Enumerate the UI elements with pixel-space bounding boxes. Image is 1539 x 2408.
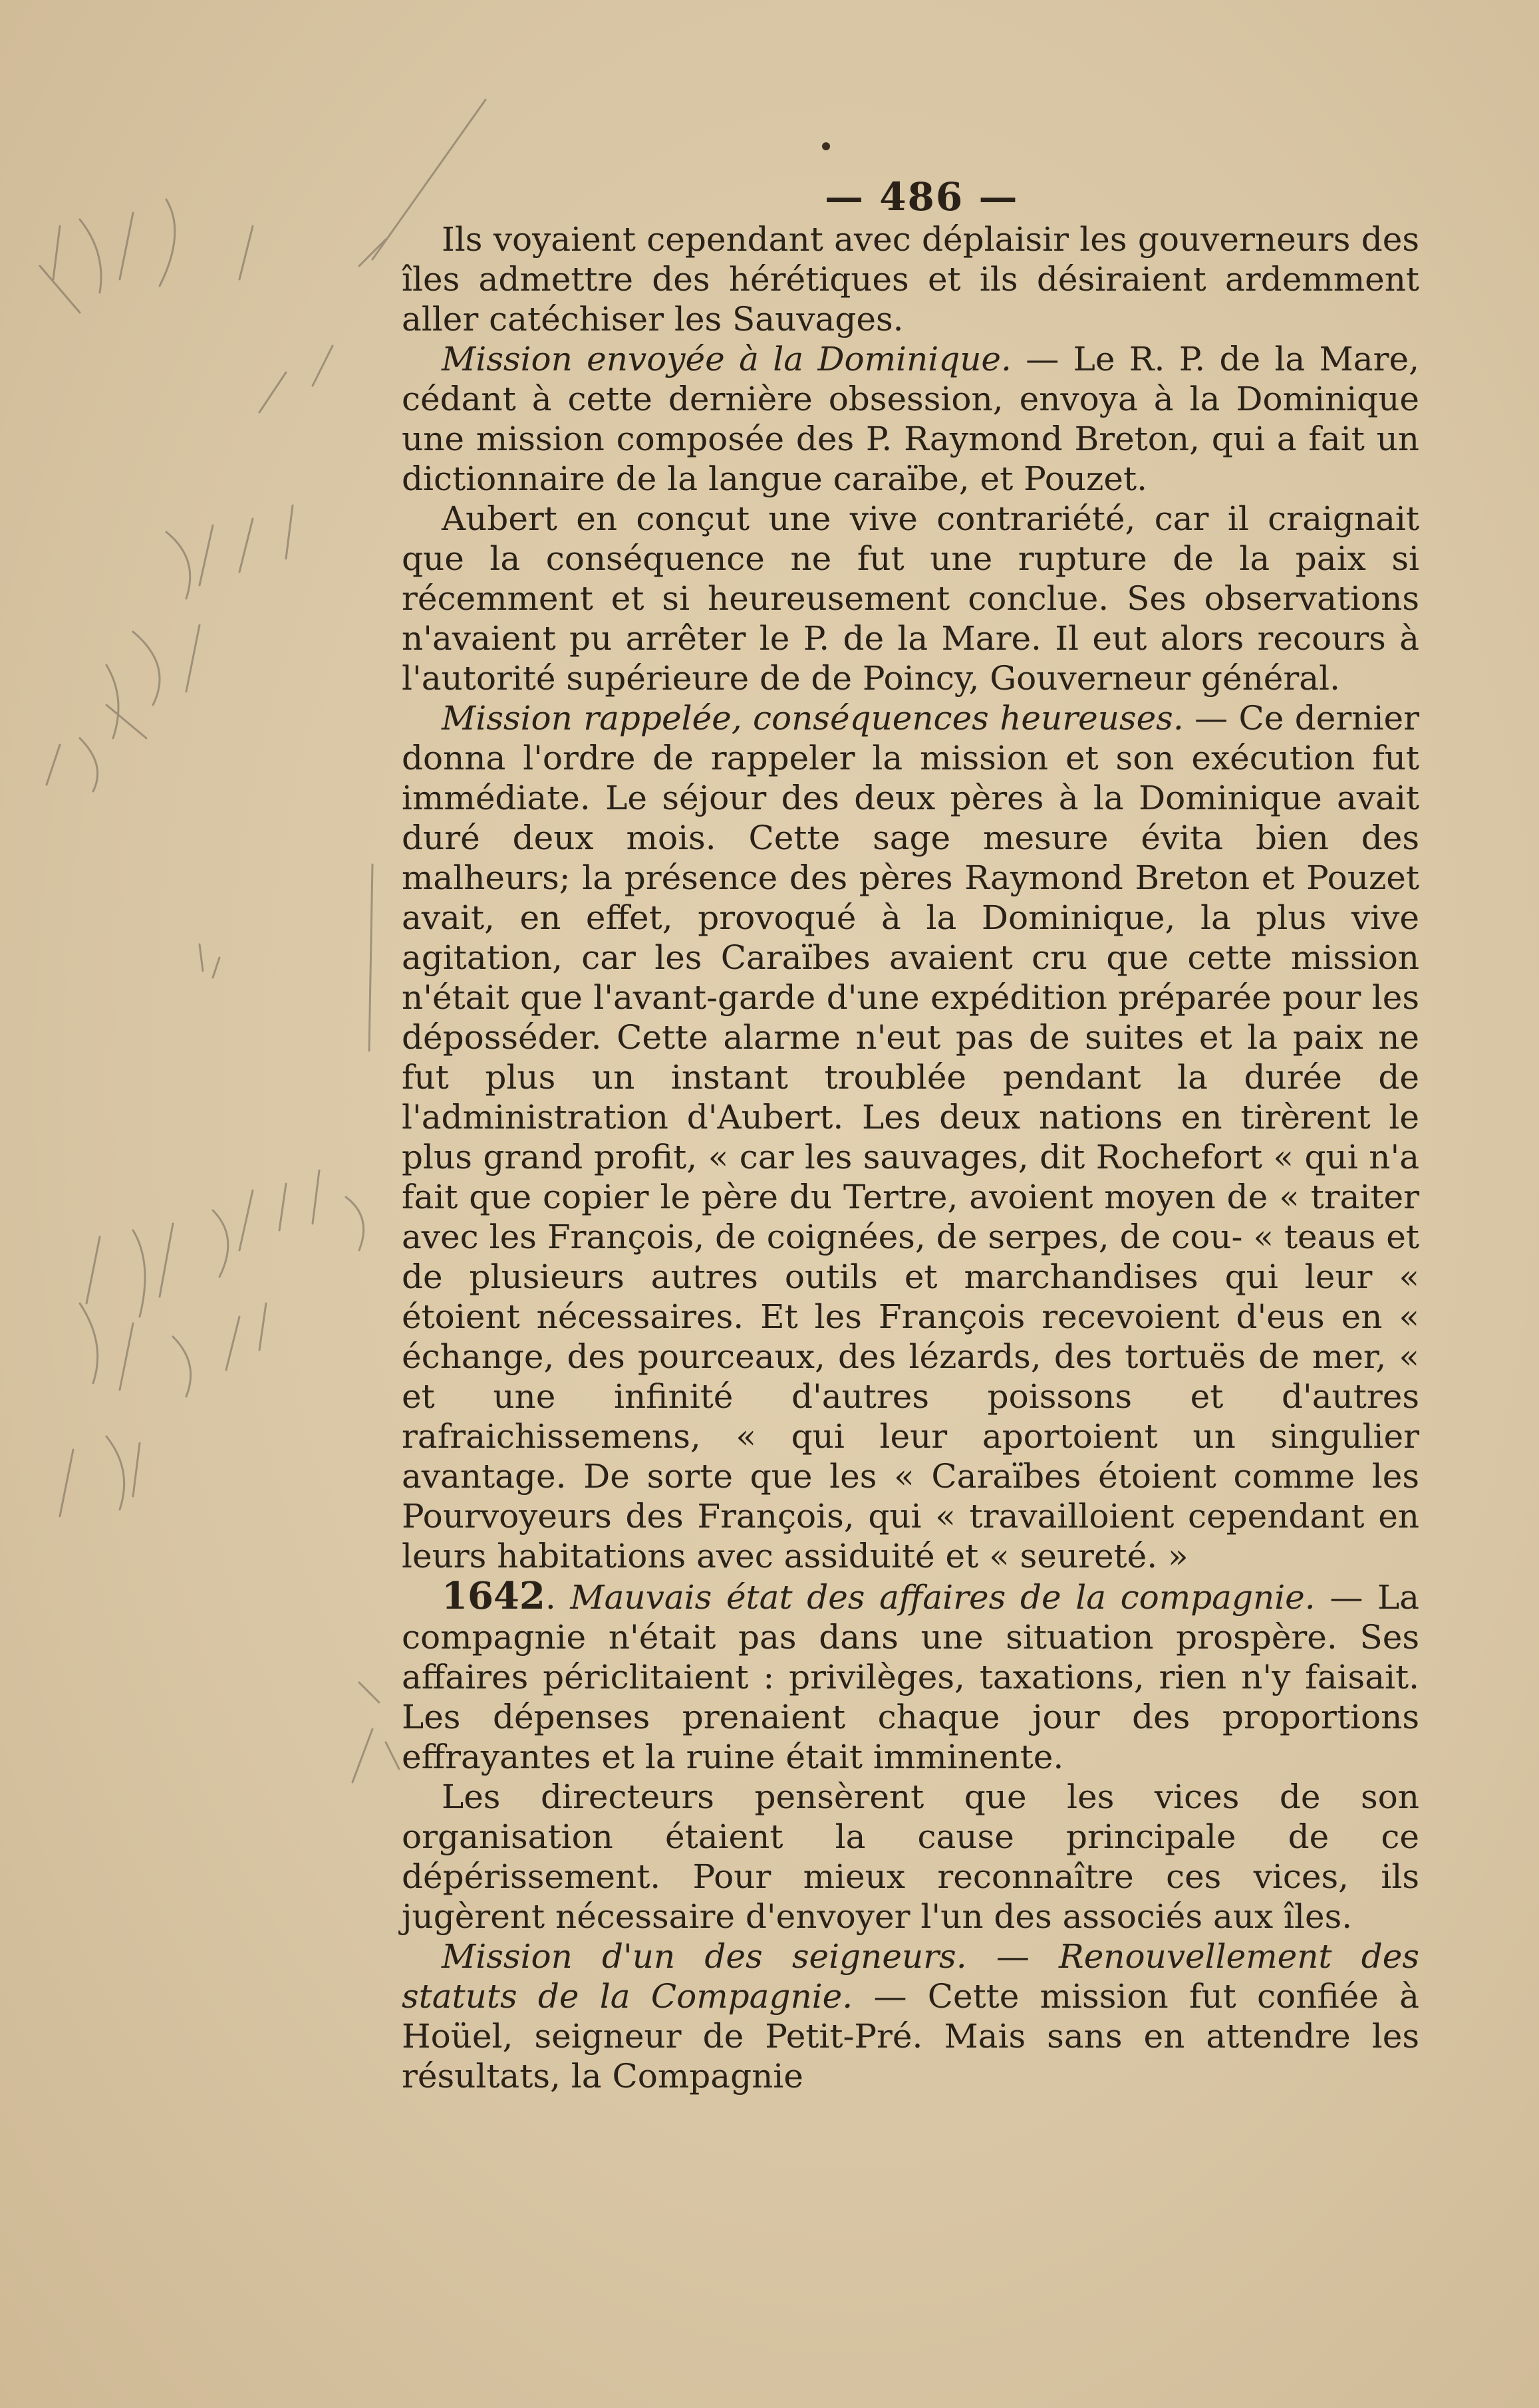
paragraph <box>402 219 1419 339</box>
section-heading: Mission rappelée, conséquences heureuses. <box>442 699 1184 737</box>
section-heading: Mauvais état des affaires de la compagnie. <box>570 1578 1316 1617</box>
text-run: — Cette mission fut confiée à Hoüel, seigneur de Petit-Pré. Mais sans en attendre les résultats, la Compagnie <box>402 1977 1419 2095</box>
ink-dot <box>822 142 830 150</box>
text-run: Les directeurs pensèrent que les vices de son organisation étaient la cause principale de ce dépérissement. Pour mieux reconnaître ces vices, ils jugèrent nécessaire d'envoyer l'un des associés aux îles. <box>402 1778 1419 1936</box>
text-run: — La compagnie n'était pas dans une situation prospère. Ses affaires périclitaient : privilèges, taxations, rien n'y faisait. Les dépenses prenaient chaque jour des proportions effrayantes et la ruine était imminente. <box>402 1578 1419 1776</box>
paragraph <box>402 1937 1419 2096</box>
section-heading: Mission envoyée à la Dominique. <box>442 340 1012 378</box>
paragraph <box>402 1576 1419 1777</box>
paragraph <box>402 1777 1419 1937</box>
text-run: — Ce dernier donna l'ordre de rappeler la mission et son exécution fut immédiate. Le séjour des deux pères à la Dominique avait duré deux mois. Cette sage mesure évita bien des malheurs; la présence des pères Raymond Breton et Pouzet avait, en effet, provoqué à la Dominique, la plus vive agitation, car les Caraïbes avaient cru que cette mission n'était que l'avant-garde d'une expédition préparée pour les déposséder. Cette alarme n'eut pas de suites et la paix ne fut plus un instant troublée pendant la durée de l'administration d'Aubert. Les deux nations en tirèrent le plus grand profit, « car les sauvages, dit Rochefort « qui n'a fait que copier le père du Tertre, avoient moyen de « traiter avec les François, de coignées, de serpes, de cou- « teaus et de plusieurs autres outils et marchandises qui leur « étoient nécessaires. Et les François recevoient d'eus en « échange, des pourceaux, des lézards, des tortuës de mer, « et une infinité d'autres poissons et d'autres rafraichissemens, « qui leur aportoient un singulier avantage. De sorte que les « Caraïbes étoient comme les Pourvoyeurs des François, qui « travailloient cependant en leurs habitations avec assiduité et « seureté. » <box>402 699 1419 1575</box>
text-run: . <box>545 1578 571 1617</box>
text-run: — Le R. P. de la Mare, cédant à cette dernière obsession, envoya à la Dominique une mission composée des P. Raymond Breton, qui a fait un dictionnaire de la langue caraïbe, et Pouzet. <box>402 340 1419 498</box>
text-run: Aubert en conçut une vive contrariété, car il craignait que la conséquence ne fut une rupture de la paix si récemment et si heureusement conclue. Ses observations n'avaient pu arrêter le P. de la Mare. Il eut alors recours à l'autorité supérieure de de Poincy, Gouverneur général. <box>402 499 1419 698</box>
text-run: Ils voyaient cependant avec déplaisir les gouverneurs des îles admettre des hérétiques et ils désiraient ardemment aller catéchiser les Sauvages. <box>402 220 1419 338</box>
section-heading: Mission d'un des seigneurs. — Renouvellement des statuts de la Compagnie. <box>402 1937 1419 2016</box>
page-number: — 486 — <box>825 174 1019 219</box>
body-text <box>402 219 1419 2096</box>
paragraph <box>402 339 1419 499</box>
year-label: 1642 <box>442 1574 545 1618</box>
paragraph <box>402 499 1419 698</box>
paragraph <box>402 698 1419 1576</box>
